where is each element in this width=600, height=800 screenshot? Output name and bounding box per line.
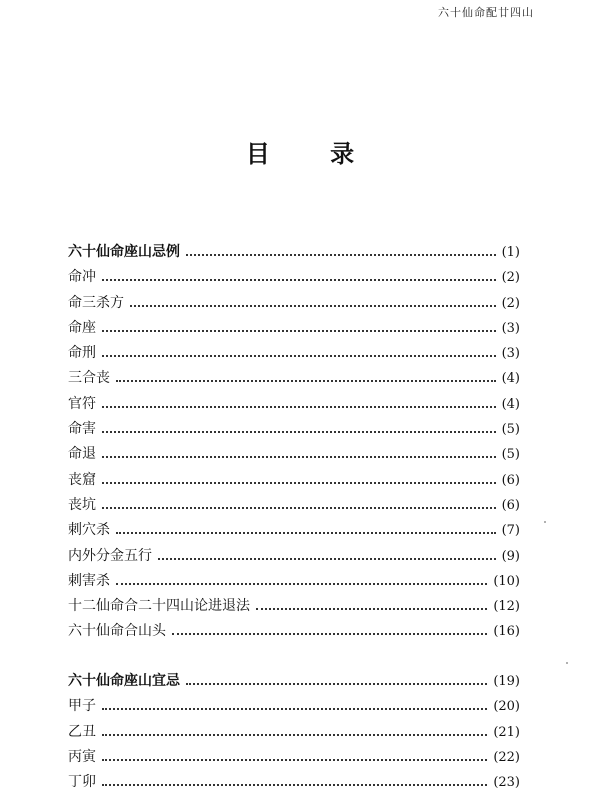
toc-entry-page: (20) — [493, 699, 520, 715]
toc-section — [68, 241, 520, 646]
toc-heading-page: (19) — [493, 674, 520, 689]
toc-entry-page: (12) — [493, 599, 520, 615]
toc-entry-page: (16) — [493, 624, 520, 640]
toc-entry-title: 乙丑 — [68, 723, 96, 740]
dot-leader — [102, 456, 496, 458]
toc-entry[interactable] — [68, 620, 520, 645]
toc-entry[interactable] — [68, 342, 520, 367]
toc-entry-title: 丧窟 — [68, 471, 96, 488]
toc-entry-page: (2) — [501, 295, 520, 311]
toc-entry-title: 命三杀方 — [68, 294, 124, 311]
toc-entry-title: 命冲 — [68, 269, 96, 286]
scan-speck — [566, 662, 568, 664]
dot-leader — [172, 633, 487, 635]
toc-entry-page: (6) — [501, 472, 520, 488]
toc-entry-page: (5) — [501, 422, 520, 438]
toc-entry-page: (2) — [501, 270, 520, 286]
toc-entry[interactable] — [68, 292, 520, 317]
toc-heading-title: 六十仙命座山忌例 — [68, 244, 180, 260]
toc-entry-title: 命座 — [68, 319, 96, 336]
toc-entry-title: 命退 — [68, 446, 96, 463]
toc-entry[interactable] — [68, 721, 520, 746]
toc-entry[interactable] — [68, 393, 520, 418]
toc-heading-title: 六十仙命座山宜忌 — [68, 673, 180, 689]
dot-leader — [102, 708, 487, 710]
dot-leader — [102, 784, 487, 786]
scan-speck — [544, 521, 546, 523]
toc-entry-page: (3) — [501, 346, 520, 362]
dot-leader — [102, 507, 496, 509]
toc-entry-page: (23) — [493, 775, 520, 791]
toc-entry-title: 命刑 — [68, 345, 96, 362]
toc-entry[interactable] — [68, 469, 520, 494]
toc-entry-page: (6) — [501, 497, 520, 513]
toc-entry[interactable] — [68, 519, 520, 544]
toc-heading-page: (1) — [501, 245, 520, 260]
toc-entry-title: 丙寅 — [68, 748, 96, 765]
toc-entry[interactable] — [68, 266, 520, 291]
dot-leader — [256, 608, 487, 610]
dot-leader — [102, 330, 496, 332]
dot-leader — [102, 406, 496, 408]
dot-leader — [186, 683, 487, 685]
dot-leader — [102, 431, 496, 433]
toc-entry-page: (4) — [501, 396, 520, 412]
page-title: 目 录 — [245, 140, 381, 169]
toc-entry[interactable] — [68, 695, 520, 720]
toc-entry-title: 十二仙命合二十四山论进退法 — [68, 598, 250, 615]
dot-leader — [102, 279, 496, 281]
dot-leader — [102, 355, 496, 357]
toc-entry[interactable] — [68, 367, 520, 392]
toc-entry-page: (21) — [493, 724, 520, 740]
dot-leader — [130, 305, 496, 307]
dot-leader — [102, 734, 487, 736]
running-header: 六十仙命配廿四山 — [438, 6, 534, 19]
toc-section-heading[interactable] — [68, 670, 520, 695]
toc-entry-page: (3) — [501, 320, 520, 336]
toc-entry-title: 丁卯 — [68, 774, 96, 791]
toc-section — [68, 670, 520, 796]
toc-entry[interactable] — [68, 418, 520, 443]
toc-entry[interactable] — [68, 317, 520, 342]
toc-entry-page: (22) — [493, 749, 520, 765]
toc-entry-page: (4) — [501, 371, 520, 387]
toc-entry-title: 刺害杀 — [68, 572, 110, 589]
dot-leader — [102, 482, 496, 484]
dot-leader — [186, 254, 496, 256]
dot-leader — [116, 532, 496, 534]
toc-entry-title: 三合丧 — [68, 370, 110, 387]
toc-entry[interactable] — [68, 746, 520, 771]
dot-leader — [116, 380, 496, 382]
toc-entry[interactable] — [68, 494, 520, 519]
dot-leader — [158, 558, 496, 560]
toc-entry-title: 刺穴杀 — [68, 522, 110, 539]
dot-leader — [116, 583, 487, 585]
toc-entry[interactable] — [68, 570, 520, 595]
toc-entry-page: (10) — [493, 573, 520, 589]
toc-entry-title: 官符 — [68, 395, 96, 412]
toc-entry[interactable] — [68, 545, 520, 570]
toc-entry[interactable] — [68, 595, 520, 620]
dot-leader — [102, 759, 487, 761]
toc-entry-title: 内外分金五行 — [68, 547, 152, 564]
toc-entry[interactable] — [68, 771, 520, 796]
toc-entry-title: 六十仙命合山头 — [68, 623, 166, 640]
toc-entry[interactable] — [68, 443, 520, 468]
toc-entry-title: 丧坑 — [68, 496, 96, 513]
toc-entry-title: 命害 — [68, 421, 96, 438]
toc-entry-title: 甲子 — [68, 698, 96, 715]
toc-section-heading[interactable] — [68, 241, 520, 266]
toc-entry-page: (5) — [501, 447, 520, 463]
toc-entry-page: (7) — [501, 523, 520, 539]
toc-entry-page: (9) — [501, 548, 520, 564]
